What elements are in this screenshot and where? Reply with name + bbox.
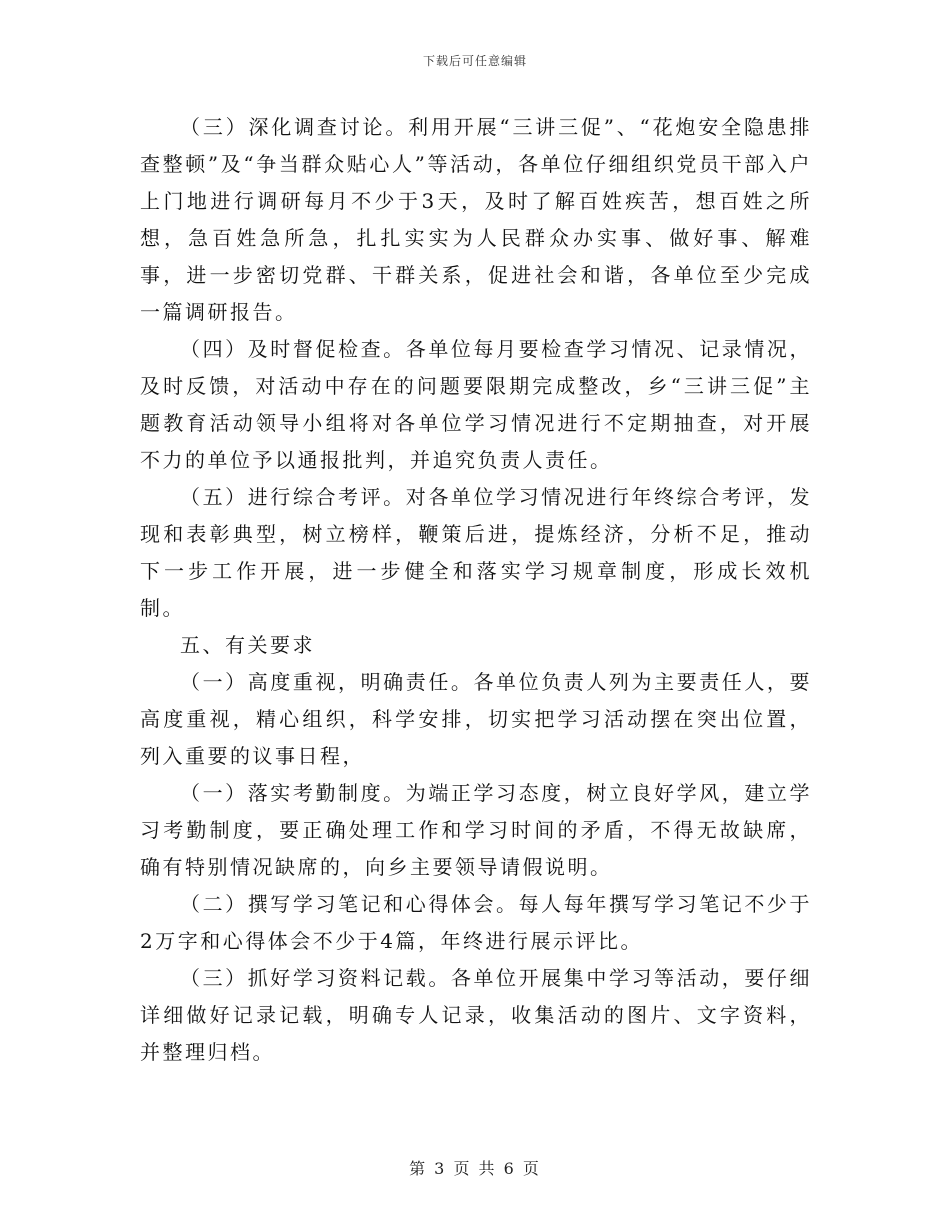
paragraph-comprehensive-evaluation: （五）进行综合考评。对各单位学习情况进行年终综合考评，发现和表彰典型，树立榜样，鞭策后进，提炼经济，分析不足，推动下一步工作开展，进一步健全和落实学习规章制度，形成长效机制。 <box>140 485 812 620</box>
page-number-footer: 第 3 页 共 6 页 <box>409 1159 541 1178</box>
paragraph-high-attention: （一）高度重视，明确责任。各单位负责人列为主要责任人，要高度重视，精心组织，科学安排，切实把学习活动摆在突出位置，列入重要的议事日程， <box>140 670 812 768</box>
paragraph-timely-supervision: （四）及时督促检查。各单位每月要检查学习情况、记录情况，及时反馈，对活动中存在的问题要限期完成整改，乡“三讲三促”主题教育活动领导小组将对各单位学习情况进行不定期抽查，对开展不力的单位予以通报批判，并追究负责人责任。 <box>140 337 812 472</box>
paragraph-deepen-investigation: （三）深化调查讨论。利用开展“三讲三促”、“花炮安全隐患排查整顿”及“争当群众贴心人”等活动，各单位仔细组织党员干部入户上门地进行调研每月不少于3天，及时了解百姓疾苦，想百姓之所想，急百姓急所急，扎扎实实为人民群众办实事、做好事、解难事，进一步密切党群、干群关系，促进社会和谐，各单位至少完成一篇调研报告。 <box>140 115 812 324</box>
section-heading-requirements: 五、有关要求 <box>180 633 315 657</box>
paragraph-attendance-system: （一）落实考勤制度。为端正学习态度，树立良好学风，建立学习考勤制度，要正确处理工作和学习时间的矛盾，不得无故缺席，确有特别情况缺席的，向乡主要领导请假说明。 <box>140 781 812 879</box>
paragraph-study-notes: （二）撰写学习笔记和心得体会。每人每年撰写学习笔记不少于2万字和心得体会不少于4篇，年终进行展示评比。 <box>140 892 812 953</box>
document-body <box>140 109 812 1071</box>
header-note: 下载后可任意编辑 <box>422 54 527 68</box>
paragraph-study-records: （三）抓好学习资料记载。各单位开展集中学习等活动，要仔细详细做好记录记载，明确专人记录，收集活动的图片、文字资料，并整理归档。 <box>140 966 812 1064</box>
